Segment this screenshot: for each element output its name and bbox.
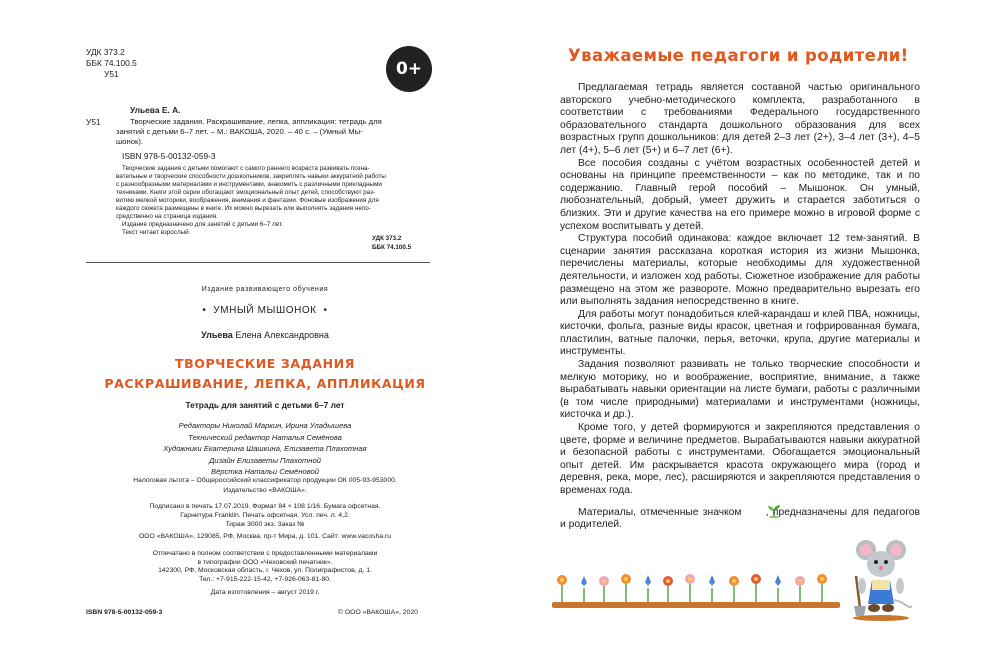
- mouse-mascot: [846, 536, 916, 622]
- tax-line: Налоговая льгота – Общероссийский классификатор продукции ОК 005-93-953000.: [133, 477, 397, 484]
- icon-note-after: , предназначены для педагогов и родителей.: [560, 506, 920, 531]
- flower-icon: [751, 574, 761, 602]
- author-mark: У51: [104, 69, 119, 79]
- credit-line: Художники Екатерина Шашкина, Елизавета Плахотная: [163, 444, 367, 453]
- flower-icon: [795, 576, 805, 602]
- printed-line: Тел.: +7-915-222-15-42, +7-926-063-81-80.: [199, 575, 331, 583]
- flower-icon: [621, 574, 631, 602]
- author-last: Ульева: [201, 330, 233, 340]
- divider: [86, 262, 430, 263]
- bullet-icon: •: [316, 305, 328, 316]
- printed-line: в типографии ООО «Чеховский печатник».: [197, 558, 333, 566]
- flower-icon: [581, 576, 587, 602]
- flower-icon: [557, 575, 567, 602]
- print-line: Тираж 3000 экз. Заказ №: [225, 521, 305, 528]
- printed-line: Отпечатано в полном соответствии с предоставленными материалами: [152, 550, 378, 557]
- address-block: [90, 534, 440, 541]
- bbk-right: ББК 74.100.5: [372, 244, 412, 251]
- annotation-line: Текст читает взрослый.: [122, 229, 191, 236]
- bib-line-3: шонок).: [116, 137, 144, 146]
- annotation-line: с разнообразными материалами и инструментами, знакомить с различными прикладными: [116, 181, 382, 188]
- bullet-icon: •: [202, 305, 214, 316]
- sprout-icon: [748, 504, 764, 518]
- print-line: Гарнитура Franklin. Печать офсетная. Усл. печ. л. 4,2.: [180, 512, 350, 519]
- title-line-1: ТВОРЧЕСКИЕ ЗАДАНИЯ: [175, 356, 355, 371]
- annotation-line: вательные и творческие способности дошкольников, закреплять навыки аккуратной работы: [116, 173, 386, 180]
- flower-icon: [663, 576, 673, 602]
- print-line: Подписано в печать 17.07.2019. Формат 84 × 108 1/16. Бумага офсетная.: [149, 503, 381, 510]
- credit-line: Редакторы Николай Маркин, Ирина Уладышева: [178, 421, 352, 430]
- series-name: УМНЫЙ МЫШОНОК: [213, 305, 317, 316]
- flower-icon: [685, 574, 695, 602]
- series-line: [90, 305, 440, 316]
- icon-note: [560, 504, 920, 532]
- flower-icon: [729, 576, 739, 602]
- author-block: [90, 330, 440, 340]
- printed-block: [90, 550, 440, 584]
- production-date: Дата изготовления – август 2019 г.: [210, 589, 320, 596]
- author-first: Елена Александровна: [235, 330, 329, 340]
- author-line: [90, 330, 440, 340]
- author-heading: Ульева Е. А.: [130, 105, 181, 115]
- credits-block: [90, 420, 440, 478]
- subtitle: Тетрадь для занятий с детьми 6–7 лет: [185, 400, 345, 410]
- title-line-2: РАСКРАШИВАНИЕ, ЛЕПКА, АППЛИКАЦИЯ: [104, 376, 426, 391]
- paragraph: Кроме того, у детей формируются и закрепляются представления о цвете, форме и величине предметов. Вырабатываются навыки аккуратной и безопасной работы с инструментами. Обогащается эмоциональный опыт детей. Им раскрывается красота окружающего мира (город и деревня, река, море, лес), расширяются и закрепляются представления о временах года.: [560, 422, 920, 496]
- annotation-line: витию мелкой моторики, воображения, внимания и фантазии. Фоновые изображения для: [116, 197, 379, 204]
- ground-strip: [552, 602, 840, 608]
- series-block: [90, 305, 440, 316]
- bbk-label: ББК 74.100.5: [86, 58, 137, 68]
- udk-right: УДК 373.2: [372, 235, 402, 242]
- printed-line: 142300, РФ, Московская область, г. Чехов, ул. Полиграфистов, д. 1.: [158, 567, 372, 575]
- annotation-line: техниками. Книги этой серии обогащают эмоциональный опыт детей, способствуют раз-: [116, 189, 376, 196]
- paragraph: Для работы могут понадобиться клей-карандаш и клей ПВА, ножницы, кисточки, фольга, разные виды красок, цветная и гофрированная бумага, пластилин, ватные палочки, перья, веточки, крупа, другие материалы и инструменты.: [560, 308, 920, 358]
- publisher-line: Издательство «ВАКОША».: [223, 486, 307, 494]
- flower-icon: [709, 575, 715, 602]
- isbn-short: ISBN 978-5-00132-059-3: [122, 151, 216, 161]
- flower-icon: [817, 574, 827, 602]
- flower-icon: [599, 576, 609, 602]
- paragraph: Задания позволяют развивать не только творческие способности и мелкую моторику, но и воображение, восприятие, внимание, а также вырабатывать навыки ориентации на листе бумаги, работы с различными (в том числе природными) материалами и инструментами (ножницы, кисточка и др.).: [560, 359, 920, 421]
- paragraph: Структура пособий одинакова: каждое включает 12 тем-занятий. В сценарии занятия рассказана короткая история из жизни Мышонка, перечислены материалы, которые необходимы для художественной деятельности, и изложен ход работы. Сюжетное изображение для работы размещено на этом же развороте. Можно предварительно вырезать его или выполнять задания непосредственно в книге.: [560, 233, 920, 308]
- annotation-line: каждого сюжета размещены в книге. Их можно вырезать или выполнять задания непо-: [116, 205, 371, 212]
- credit-line: Дизайн Елизаветы Плахотной: [209, 455, 321, 465]
- annotation-line: средственно на страница издания.: [116, 213, 218, 220]
- page-title: Уважаемые педагоги и родители!: [568, 46, 909, 65]
- annotation-line: Творческие задания с детьми помогают с самого раннего возраста развивать позна-: [122, 165, 370, 172]
- paragraph: Предлагаемая тетрадь является составной частью оригинального авторского учебно-методического комплекта, разработанного в соответствии с требованиями Федерального государственного образовательного стандарта дошкольного образования для всех возрастных групп дошкольников: для детей 2–3 лет (2+), 3–4 лет (3+), 4–5 лет (4+), 5–6 лет (5+) и 6–7 лет (6+).: [560, 82, 920, 156]
- paragraph: Все пособия созданы с учётом возрастных особенностей детей и основаны на принципе преемственности – как по методике, так и по содержанию. Главный герой пособий – Мышонок. Он умный, любознательный, добрый, умеет дружить и старается заботиться о близких. Эти и другие качества на его примере можно в игровой форме с успехом воспитывать у детей.: [560, 157, 920, 232]
- title-block: [90, 356, 440, 410]
- annotation-line: Издание предназначено для занятий с детьми 6–7 лет.: [122, 221, 284, 228]
- credit-line: Вёрстка Натальи Семёновой: [211, 467, 319, 476]
- bib-line-2: занятий с детьми 6–7 лет. – М.: ВАКОША, 2020. – 40 с. – (Умный Мы-: [116, 127, 363, 136]
- imprint-block: [90, 286, 440, 293]
- edition-type: Издание развивающего обучения: [201, 286, 329, 293]
- copyright: © ООО «ВАКОША», 2020: [338, 609, 418, 616]
- credit-line: Технический редактор Наталья Семёнова: [188, 432, 342, 442]
- age-rating-badge: 0+: [386, 46, 432, 92]
- tax-block: [90, 478, 440, 495]
- flower-icon: [775, 575, 781, 602]
- bib-mark: У51: [86, 117, 101, 127]
- udk-label: УДК 373.2: [86, 47, 125, 57]
- flowers-border: [552, 566, 840, 614]
- bib-line-1: Творческие задания. Раскрашивание, лепка, аппликация: тетрадь для: [130, 117, 382, 126]
- flower-icon: [645, 575, 651, 602]
- icon-note-before: Материалы, отмеченные значком: [578, 506, 742, 518]
- mouse-icon: [856, 540, 912, 612]
- isbn-footer: ISBN 978-5-00132-059-3: [86, 609, 163, 616]
- address-line: ООО «ВАКОША», 129085, РФ, Москва, пр-т Мира, д. 101. Сайт: www.vacosha.ru: [138, 533, 392, 540]
- print-block: [90, 502, 440, 529]
- date-block: [90, 590, 440, 597]
- body-text: [560, 82, 920, 532]
